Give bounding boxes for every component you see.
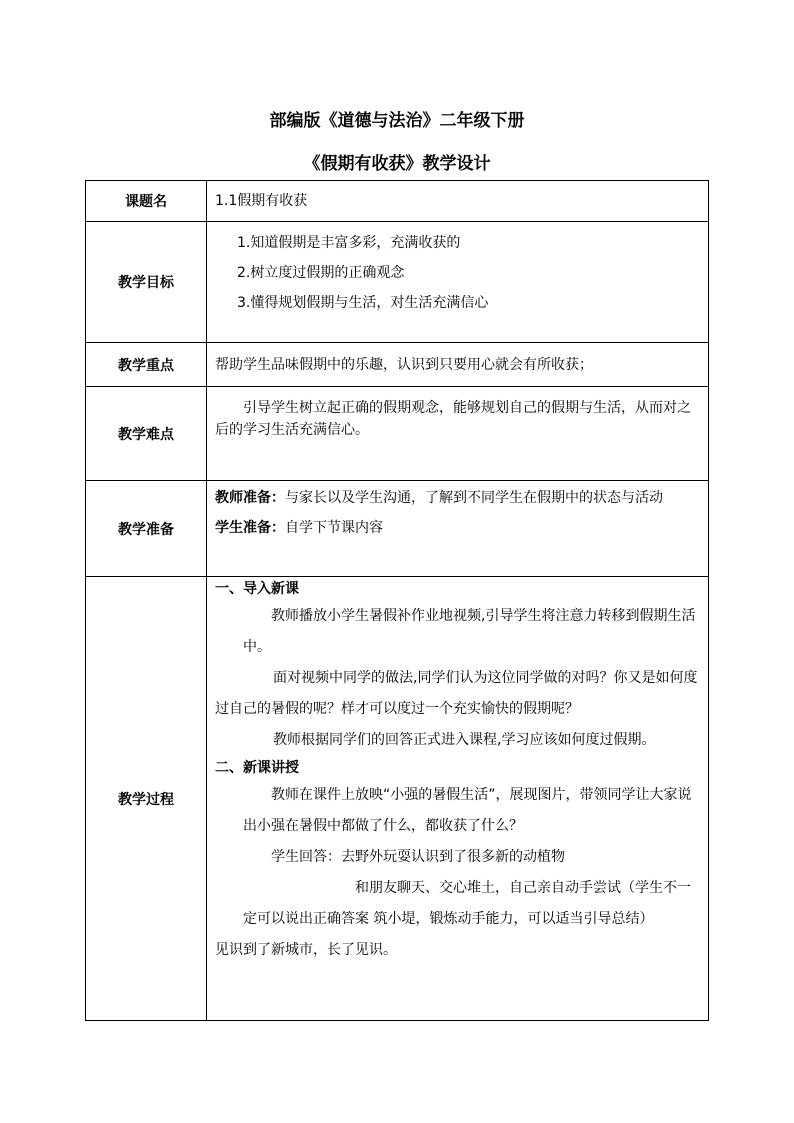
row-goals [86, 222, 709, 343]
row-process [86, 577, 709, 1021]
goal-item: 2.树立度过假期的正确观念 [237, 265, 405, 281]
document-title: 部编版《道德与法治》二年级下册 [269, 111, 525, 131]
difficulty-cell [207, 387, 709, 481]
goals-cell [207, 222, 709, 343]
goal-item: 1.知道假期是丰富多彩，充满收获的 [237, 235, 461, 251]
student-prep-text: 自学下节课内容 [285, 520, 383, 536]
teacher-prep-label: 教师准备： [215, 490, 285, 506]
row-key-point [86, 343, 709, 387]
difficulty-text: 引导学生树立起正确的假期观念，能够规划自己的假期与生活，从而对之后的学习生活充满信心。 [215, 400, 691, 438]
label-preparation: 教学准备 [86, 481, 207, 577]
label-key-point: 教学重点 [86, 343, 207, 387]
key-point-text: 帮助学生品味假期中的乐趣，认识到只要用心就会有所收获； [215, 356, 593, 373]
process-paragraph: 教师根据同学们的回答正式进入课程,学习应该如何度过假期。 [273, 732, 656, 748]
row-difficulty [86, 387, 709, 481]
process-paragraph: 面对视频中同学的做法,同学们认为这位同学做的对吗？你又是如何度过自己的暑假的呢？样才可以度过一个充实愉快的假期呢？ [215, 670, 698, 717]
value-topic-cell [207, 181, 709, 222]
student-preparation [215, 513, 700, 543]
row-topic [86, 181, 709, 222]
section-heading: 二、新课讲授 [215, 760, 299, 776]
process-paragraph: 教师播放小学生暑假补作业地视频,引导学生将注意力转移到假期生活中。 [243, 608, 696, 655]
preparation-cell [207, 481, 709, 577]
teacher-prep-text: 与家长以及学生沟通，了解到不同学生在假期中的状态与活动 [285, 490, 663, 506]
key-point-cell [207, 343, 709, 387]
process-paragraph: 学生回答：去野外玩耍认识到了很多新的动植物 [271, 849, 565, 865]
label-process: 教学过程 [86, 577, 207, 1021]
label-topic: 课题名 [86, 181, 207, 222]
label-difficulty: 教学难点 [86, 387, 207, 481]
process-paragraph: 见识到了新城市，长了见识。 [215, 942, 397, 958]
process-paragraph: 教师在课件上放映“小强的暑假生活”，展现图片，带领同学让大家说出小强在暑假中都做了什么，都收获了什么？ [243, 787, 692, 834]
topic-value: 1.1假期有收获 [215, 193, 308, 209]
lesson-plan-table [85, 180, 709, 1021]
goal-item: 3.懂得规划假期与生活，对生活充满信心 [237, 295, 489, 311]
label-goals: 教学目标 [86, 222, 207, 343]
process-paragraph: 和朋友聊天、交心堆土，自己亲自动手尝试（学生不一定可以说出正确答案 筑小堤，锻炼动手能力，可以适当引导总结） [243, 880, 691, 927]
section-heading: 一、导入新课 [215, 581, 299, 597]
student-prep-label: 学生准备： [215, 520, 285, 536]
teacher-preparation [215, 483, 700, 513]
row-preparation [86, 481, 709, 577]
process-cell [207, 577, 709, 1021]
document-subtitle: 《假期有收获》教学设计 [303, 154, 491, 174]
